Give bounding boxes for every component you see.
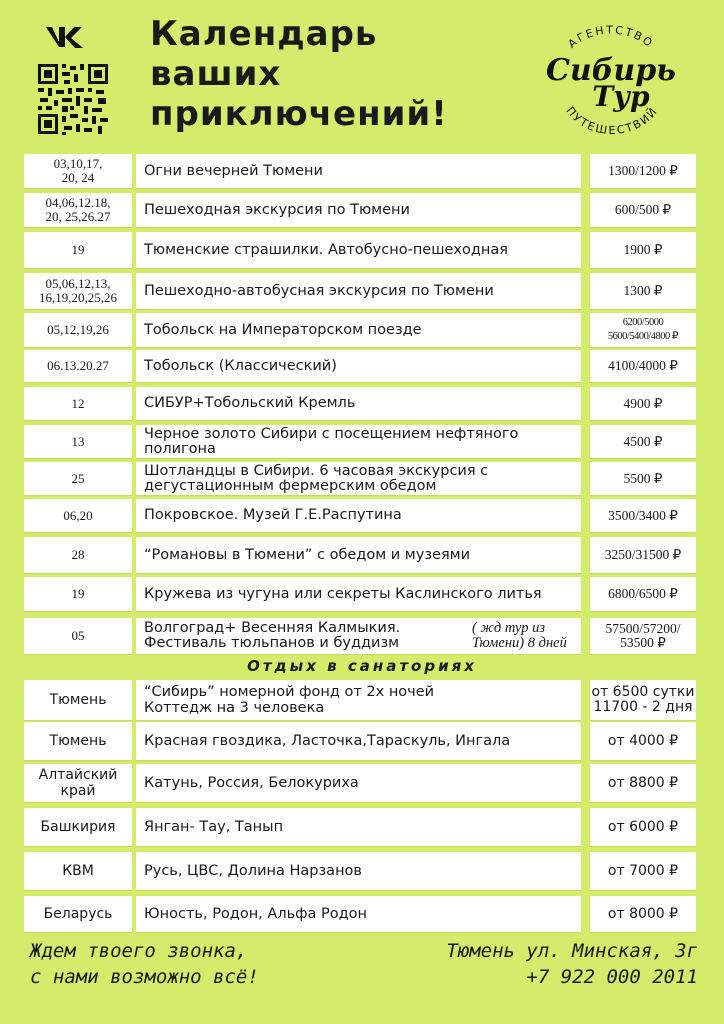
sanatorium-region: Башкирия [24, 808, 132, 846]
tour-price: 3500/3400 ₽ [590, 499, 696, 532]
sanatorium-name[interactable]: “Сибирь” номерной фонд от 2х ночей Коттедж на 3 человека [136, 680, 581, 720]
logo-top-text: АГЕНТСТВО [565, 23, 657, 51]
tour-name[interactable] [136, 462, 581, 495]
sanatorium-name[interactable]: Катунь, Россия, Белокуриха [136, 764, 581, 802]
sanatorium-region: Беларусь [24, 896, 132, 932]
tour-name[interactable] [136, 154, 581, 188]
sanatorium-price: от 8800 ₽ [590, 764, 696, 802]
title-line-3: приключений! [150, 94, 448, 134]
tour-dates: 19 [24, 577, 132, 611]
footer-slogan-line-2: с нами возможно всё! [30, 966, 259, 988]
footer-slogan [30, 938, 259, 990]
sanatorium-price: от 8000 ₽ [590, 896, 696, 932]
tour-name-text: “Романовы в Тюмени” с обедом и музеями [144, 546, 471, 563]
tour-name-text: Шотландцы в Сибири. 6 часовая экскурсия с дегустационным фермерским обедом [144, 462, 489, 494]
title-line-1: Календарь [150, 14, 378, 54]
tour-name[interactable] [136, 193, 581, 227]
tour-name-text: Покровское. Музей Г.Е.Распутина [144, 507, 402, 523]
tour-price: 6200/5000 5600/5400/4800 ₽ [590, 313, 696, 347]
tour-name[interactable] [136, 537, 581, 573]
sanatorium-name[interactable]: Русь, ЦВС, Долина Нарзанов [136, 852, 581, 890]
sanatorium-region: Тюмень [24, 722, 132, 760]
tour-name-text: Огни вечерней Тюмени [144, 162, 323, 179]
tour-name-note: ( жд тур из Тюмени) 8 дней [471, 620, 567, 651]
tour-price: 1900 ₽ [590, 232, 696, 268]
tour-price: 600/500 ₽ [590, 193, 696, 227]
footer-slogan-line-1: Ждем твоего звонка, [30, 940, 248, 962]
sanatorium-price: от 4000 ₽ [590, 722, 696, 760]
section-title: Отдых в санаториях [247, 657, 477, 675]
tour-dates: 05,06,12,13, 16,19,20,25,26 [24, 273, 132, 309]
sanatorium-name[interactable]: Янган- Тау, Танып [136, 808, 581, 846]
agency-logo [536, 20, 686, 140]
tour-name[interactable] [136, 313, 581, 347]
tour-name-text: Тюменские страшилки. Автобусно-пешеходная [144, 241, 508, 258]
svg-text:АГЕНТСТВО [566, 24, 657, 51]
tour-price: 3250/31500 ₽ [590, 537, 696, 573]
sanatorium-price: от 7000 ₽ [590, 852, 696, 890]
tour-name[interactable] [136, 577, 581, 611]
tour-dates: 06,20 [24, 499, 132, 532]
footer-contacts [446, 938, 698, 990]
tour-price: 1300/1200 ₽ [590, 154, 696, 188]
tour-dates: 06.13.20.27 [24, 350, 132, 382]
sanatorium-name[interactable]: Красная гвоздика, Ласточка,Тараскуль, Ингала [136, 722, 581, 760]
tour-price: 4500 ₽ [590, 425, 696, 458]
logo-main-1: Сибирь [546, 53, 676, 88]
tour-name-text: Пешеходная экскурсия по Тюмени [144, 201, 410, 218]
tour-dates: 13 [24, 425, 132, 458]
tour-name[interactable] [136, 387, 581, 420]
tour-dates: 28 [24, 537, 132, 573]
tour-name-text: Волгоград+ Весенняя Калмыкия. Фестиваль тюльпанов и буддизм [144, 620, 401, 651]
tour-dates: 05 [24, 618, 132, 654]
sanatorium-region: КВМ [24, 852, 132, 890]
tour-dates: 25 [24, 462, 132, 495]
footer-phone[interactable]: +7 922 000 2011 [526, 966, 698, 988]
sanatorium-region: Тюмень [24, 680, 132, 720]
sanatorium-price: от 6000 ₽ [590, 808, 696, 846]
tour-dates: 03,10,17, 20, 24 [24, 154, 132, 188]
qr-code[interactable] [36, 62, 110, 136]
title-line-2: ваших [150, 54, 282, 94]
tour-dates: 04,06,12.18, 20, 25,26.27 [24, 193, 132, 227]
tour-name-text: Тобольск на Императорском поезде [144, 321, 422, 338]
tour-name-text: Тобольск (Классический) [144, 357, 337, 374]
tour-name-text: Пешеходно-автобусная экскурсия по Тюмени [144, 282, 494, 299]
tour-name[interactable] [136, 618, 581, 654]
sanatorium-name[interactable]: Юность, Родон, Альфа Родон [136, 896, 581, 932]
tour-dates: 12 [24, 387, 132, 420]
sanatorium-region: Алтайский край [24, 764, 132, 802]
tour-price: 57500/57200/ 53500 ₽ [590, 618, 696, 654]
tour-price: 5500 ₽ [590, 462, 696, 495]
footer-address: Тюмень ул. Минская, 3г [446, 940, 698, 962]
sanatorium-price: от 6500 сутки 11700 - 2 дня [590, 680, 696, 720]
tour-name[interactable] [136, 350, 581, 382]
tour-price: 4900 ₽ [590, 387, 696, 420]
tour-name-text: Кружева из чугуна или секреты Каслинского литья [144, 585, 542, 602]
tour-name[interactable] [136, 232, 581, 268]
tour-name[interactable] [136, 425, 581, 458]
tour-price: 1300 ₽ [590, 273, 696, 309]
tour-dates: 19 [24, 232, 132, 268]
logo-main-2: Тур [592, 80, 650, 113]
page-title [150, 14, 448, 134]
tour-price: 6800/6500 ₽ [590, 577, 696, 611]
tour-name-text: СИБУР+Тобольский Кремль [144, 395, 356, 411]
logo-bottom-text: ПУТЕШЕСТВИЙ [563, 104, 661, 138]
tour-dates: 05,12,19,26 [24, 313, 132, 347]
vk-icon[interactable] [44, 22, 88, 52]
tour-price: 4100/4000 ₽ [590, 350, 696, 382]
tour-name[interactable] [136, 273, 581, 309]
tour-name-text: Черное золото Сибири с посещением нефтяного полигона [144, 425, 519, 457]
tour-name[interactable] [136, 499, 581, 532]
